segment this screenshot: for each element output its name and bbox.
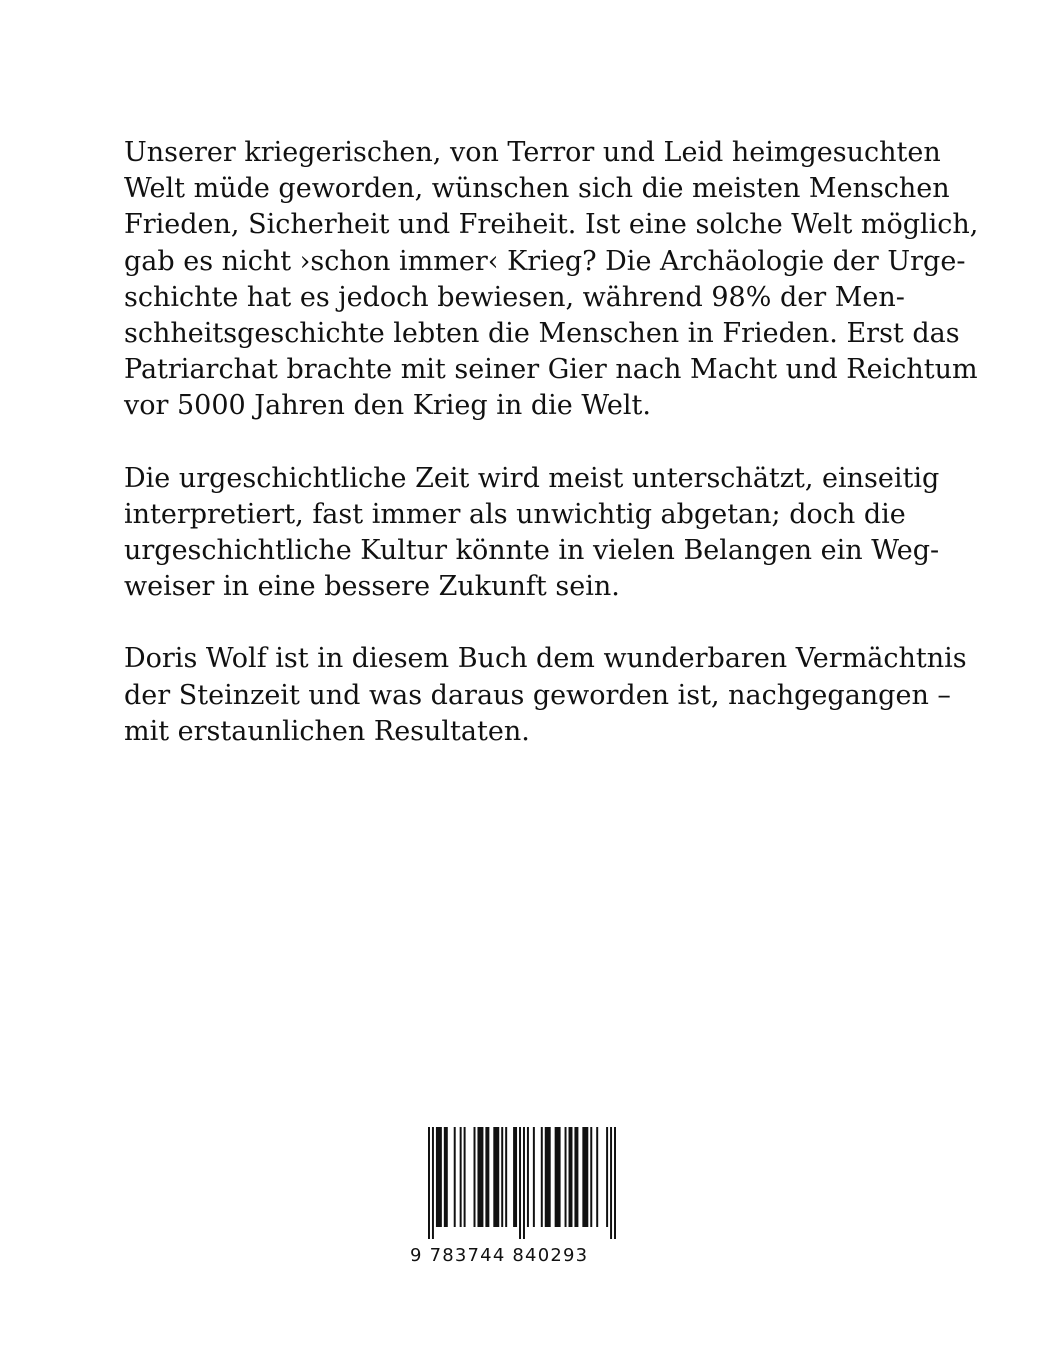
blurb-line: Welt müde geworden, wünschen sich die meisten Menschen <box>124 173 950 205</box>
barcode-bar <box>432 1127 434 1239</box>
barcode-bar <box>474 1127 476 1227</box>
barcode-bar <box>493 1127 499 1227</box>
back-cover-blurb <box>124 135 979 786</box>
blurb-line: mit erstaunlichen Resultaten. <box>124 715 530 747</box>
barcode-bar <box>533 1127 535 1227</box>
barcode-bar <box>477 1127 483 1227</box>
blurb-line: weiser in eine bessere Zukunft sein. <box>124 571 620 603</box>
blurb-line: Patriarchat brachte mit seiner Gier nach Macht und Reichtum <box>124 354 978 386</box>
barcode-bar <box>519 1127 521 1239</box>
barcode-bar <box>555 1127 561 1227</box>
barcode-bar <box>574 1127 578 1227</box>
barcode-bar <box>513 1127 517 1227</box>
barcode-bar <box>485 1127 489 1227</box>
barcode-bar <box>606 1127 608 1227</box>
blurb-line: schheitsgeschichte lebten die Menschen in Frieden. Erst das <box>124 318 960 350</box>
barcode-bars <box>428 1127 616 1239</box>
barcode-bar <box>590 1127 592 1227</box>
isbn-number: 9 783744 840293 <box>410 1245 589 1266</box>
barcode-bar <box>565 1127 567 1227</box>
barcode-bar <box>523 1127 525 1239</box>
blurb-line: vor 5000 Jahren den Krieg in die Welt. <box>124 390 651 422</box>
barcode-bar <box>460 1127 462 1227</box>
barcode-bar <box>444 1127 448 1227</box>
barcode-bar <box>614 1127 616 1239</box>
barcode-bar <box>428 1127 430 1239</box>
blurb-line: der Steinzeit und was daraus geworden ist, nachgegangen – <box>124 679 951 711</box>
blurb-paragraph-3 <box>124 641 967 750</box>
barcode-bar <box>545 1127 551 1227</box>
blurb-line: Doris Wolf ist in diesem Buch dem wunderbaren Vermächtnis <box>124 643 967 675</box>
barcode-bar <box>527 1127 529 1227</box>
barcode-bar <box>454 1127 456 1227</box>
barcode-bar <box>464 1127 466 1227</box>
barcode-bar <box>505 1127 507 1227</box>
isbn-barcode <box>410 1127 615 1266</box>
barcode-bar <box>501 1127 503 1227</box>
blurb-line: Die urgeschichtliche Zeit wird meist unterschätzt, einseitig <box>124 462 940 494</box>
blurb-line: urgeschichtliche Kultur könnte in vielen Belangen ein Weg- <box>124 535 940 567</box>
barcode-bar <box>610 1127 612 1239</box>
blurb-line: Unserer kriegerischen, von Terror und Leid heimgesuchten <box>124 137 941 168</box>
barcode-bar <box>541 1127 543 1227</box>
barcode-bar <box>596 1127 598 1227</box>
barcode-bar <box>436 1127 442 1227</box>
blurb-paragraph-1 <box>124 135 979 425</box>
barcode-bar <box>569 1127 573 1227</box>
barcode-bar <box>582 1127 588 1227</box>
blurb-line: schichte hat es jedoch bewiesen, während 98% der Men- <box>124 281 905 313</box>
blurb-line: interpretiert, fast immer als unwichtig abgetan; doch die <box>124 498 906 530</box>
blurb-line: Frieden, Sicherheit und Freiheit. Ist eine solche Welt möglich, <box>124 209 979 241</box>
blurb-line: gab es nicht ›schon immer‹ Krieg? Die Archäologie der Urge- <box>124 245 966 277</box>
blurb-paragraph-2 <box>124 461 940 606</box>
